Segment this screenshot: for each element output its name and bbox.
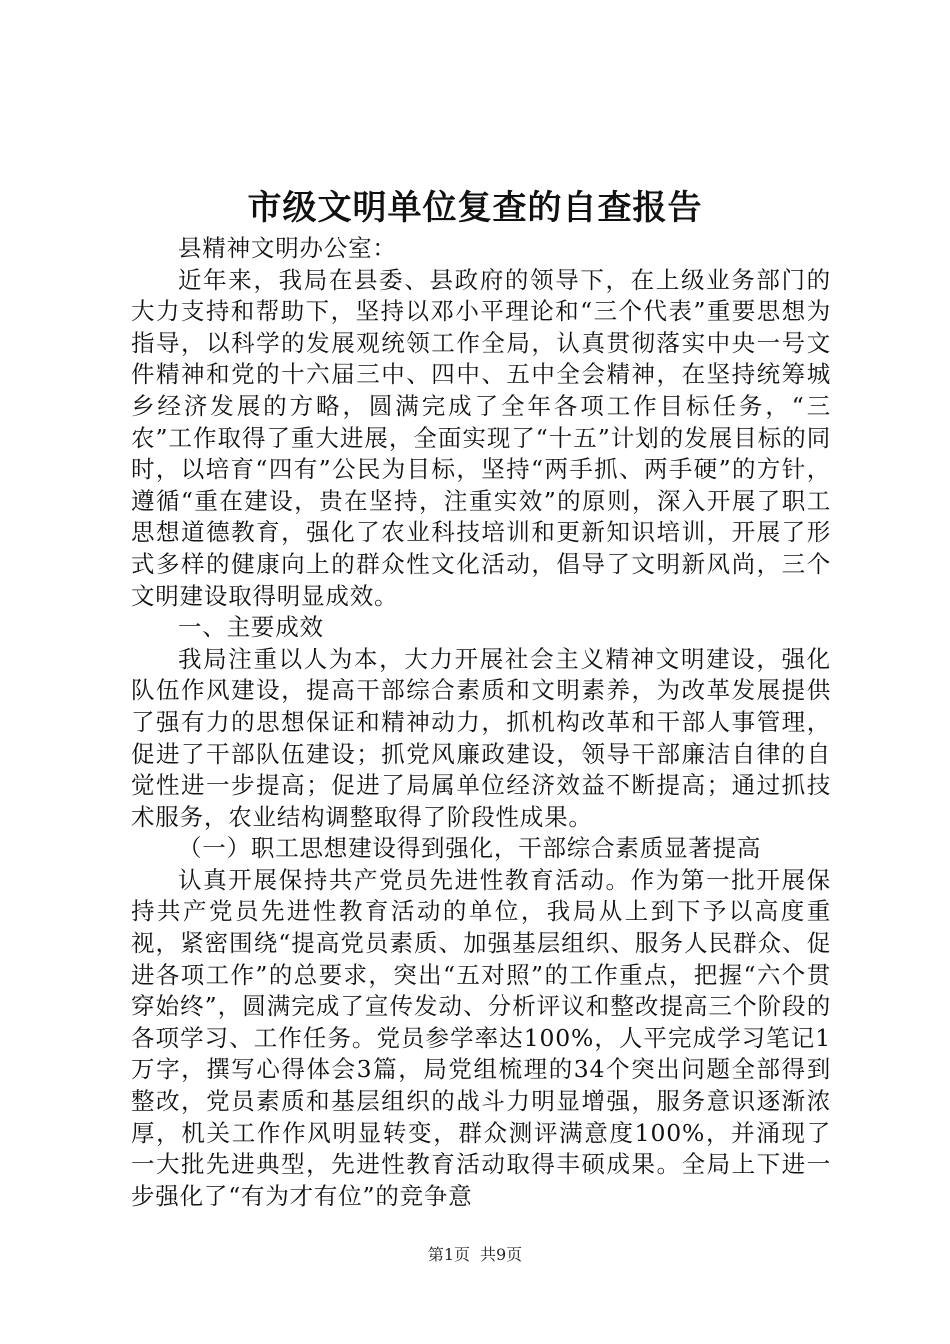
subsection-heading-staff-ideology: （一）职工思想建设得到强化，干部综合素质显著提高 <box>178 834 762 863</box>
intro-paragraph: 近年来，我局在县委、县政府的领导下，在上级业务部门的大力支持和帮助下，坚持以邓小平理论和“三个代表”重要思想为指导，以科学的发展观统领工作全局，认真贯彻落实中央一号文件精神和党的十六届三中、四中、五中全会精神，在坚持统筹城乡经济发展的方略，圆满完成了全年各项工作目标任务，“三农”工作取得了重大进展，全面实现了“十五”计划的发展目标的同时，以培育“四有”公民为目标，坚持“两手抓、两手硬”的方针，遵循“重在建设，贵在坚持，注重实效”的原则，深入开展了职工思想道德教育，强化了农业科技培训和更新知识培训，开展了形式多样的健康向上的群众性文化活动，倡导了文明新风尚，三个文明建设取得明显成效。 <box>131 265 831 610</box>
section-heading-main-results: 一、主要成效 <box>178 613 324 642</box>
total-pages: 共9页 <box>480 1245 523 1264</box>
staff-ideology-paragraph: 认真开展保持共产党员先进性教育活动。作为第一批开展保持共产党员先进性教育活动的单位，我局从上到下予以高度重视，紧密围绕“提高党员素质、加强基层组织、服务人民群众、促进各项工作”的总要求，突出“五对照”的工作重点，把握“六个贯穿始终”，圆满完成了宣传发动、分析评议和整改提高三个阶段的各项学习、工作任务。党员参学率达100%，人平完成学习笔记1万字，撰写心得体会3篇，局党组梳理的34个突出问题全部得到整改，党员素质和基层组织的战斗力明显增强，服务意识逐渐浓厚，机关工作作风明显转变，群众测评满意度100%，并涌现了一大批先进典型，先进性教育活动取得丰硕成果。全局上下进一步强化了“有为才有位”的竞争意 <box>131 865 831 1210</box>
main-results-paragraph: 我局注重以人为本，大力开展社会主义精神文明建设，强化队伍作风建设，提高干部综合素质和文明素养，为改革发展提供了强有力的思想保证和精神动力，抓机构改革和干部人事管理，促进了干部队伍建设；抓党风廉政建设，领导干部廉洁自律的自觉性进一步提高；促进了局属单位经济效益不断提高；通过抓技术服务，农业结构调整取得了阶段性成果。 <box>131 644 831 831</box>
page-number: 第1页 <box>427 1245 470 1264</box>
document-title: 市级文明单位复查的自查报告 <box>247 188 703 228</box>
salutation: 县精神文明办公室： <box>178 234 397 262</box>
document-body <box>131 233 831 1212</box>
page-footer <box>0 1244 950 1266</box>
